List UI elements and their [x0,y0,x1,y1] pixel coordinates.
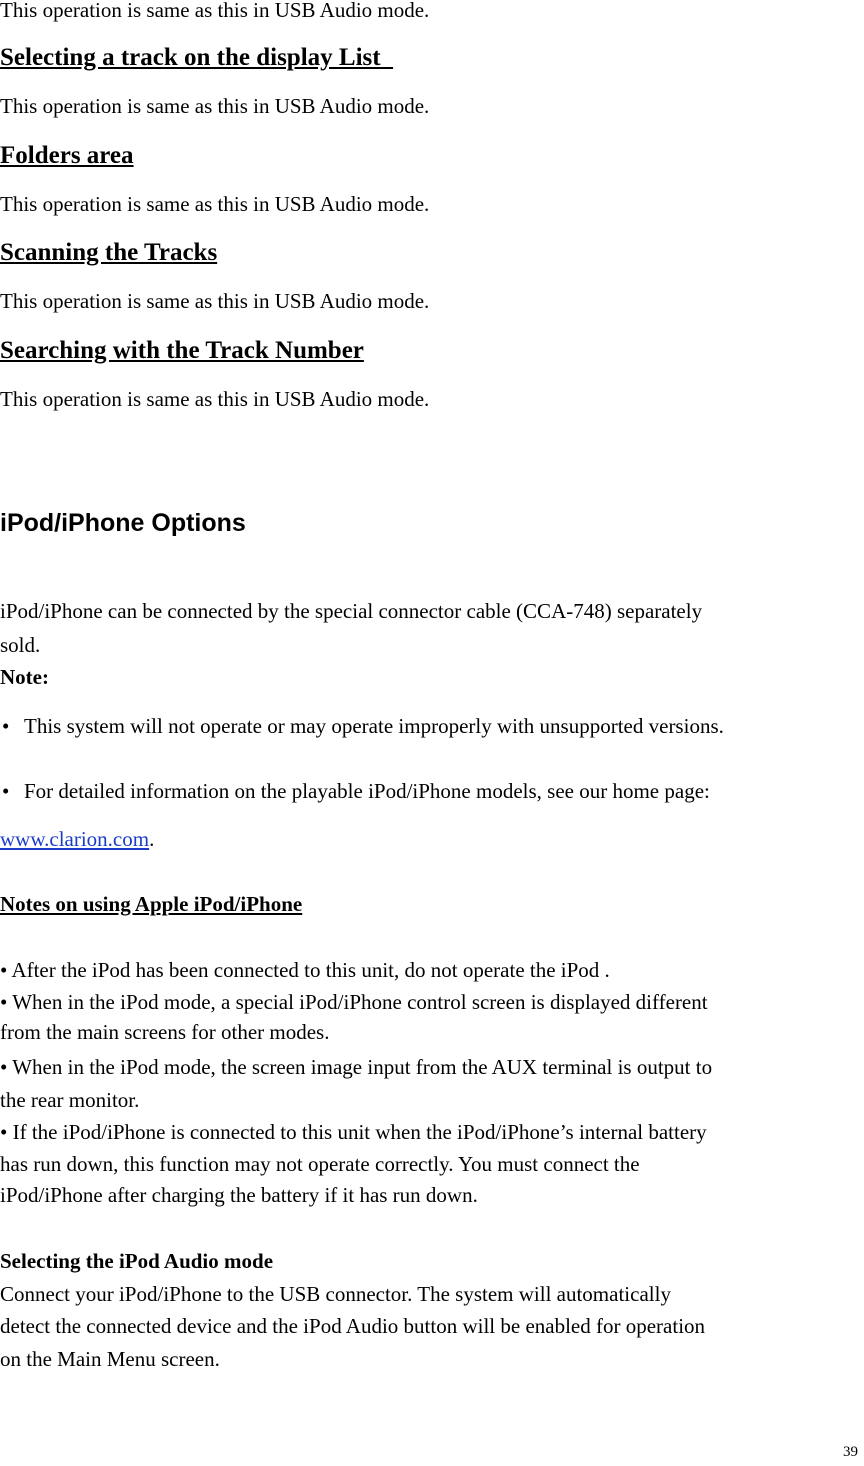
notes-line: iPod/iPhone after charging the battery if it has run down. [0,1183,478,1207]
notes-line: • When in the iPod mode, a special iPod/iPhone control screen is displayed different [0,990,708,1014]
heading-selecting-track: Selecting a track on the display List [0,44,381,71]
notes-heading: Notes on using Apple iPod/iPhone [0,892,303,916]
bullet-dot: • [2,779,10,803]
audio-mode-line: on the Main Menu screen. [0,1347,220,1371]
note-label: Note: [0,665,49,689]
audio-mode-line: Connect your iPod/iPhone to the USB connector. The system will automatically [0,1282,671,1306]
note-bullet [0,779,710,804]
heading-scanning-tracks: Scanning the Tracks [0,239,218,266]
intro-text: This operation is same as this in USB Audio mode. [0,0,430,22]
section-text: This operation is same as this in USB Audio mode. [0,192,430,216]
clarion-link[interactable]: www.clarion.com [0,827,150,851]
note-bullet-text: This system will not operate or may operate improperly with unsupported versions. [24,714,724,738]
note-bullet-text: For detailed information on the playable iPod/iPhone models, see our home page: [24,779,710,803]
section-text: This operation is same as this in USB Audio mode. [0,94,430,118]
options-intro-line1: iPod/iPhone can be connected by the special connector cable (CCA-748) separately [0,599,703,623]
heading-searching-track-number: Searching with the Track Number [0,337,364,364]
audio-mode-heading: Selecting the iPod Audio mode [0,1249,274,1273]
notes-line: the rear monitor. [0,1088,140,1112]
section-text: This operation is same as this in USB Audio mode. [0,387,430,411]
heading-folders-area: Folders area [0,142,134,169]
note-link-line [0,827,154,852]
note-bullet [0,714,724,739]
page-number: 39 [843,1444,858,1460]
notes-line: has run down, this function may not operate correctly. You must connect the [0,1152,640,1176]
options-title: iPod/iPhone Options [0,509,246,537]
link-suffix: . [149,827,155,851]
bullet-dot: • [2,714,10,738]
options-intro-line2: sold. [0,633,41,657]
notes-line: from the main screens for other modes. [0,1020,330,1044]
section-text: This operation is same as this in USB Audio mode. [0,289,430,313]
notes-line: • If the iPod/iPhone is connected to this unit when the iPod/iPhone’s internal battery [0,1120,707,1144]
notes-line: • After the iPod has been connected to this unit, do not operate the iPod . [0,958,610,982]
notes-line: • When in the iPod mode, the screen image input from the AUX terminal is output to [0,1055,713,1079]
audio-mode-line: detect the connected device and the iPod Audio button will be enabled for operation [0,1314,706,1338]
